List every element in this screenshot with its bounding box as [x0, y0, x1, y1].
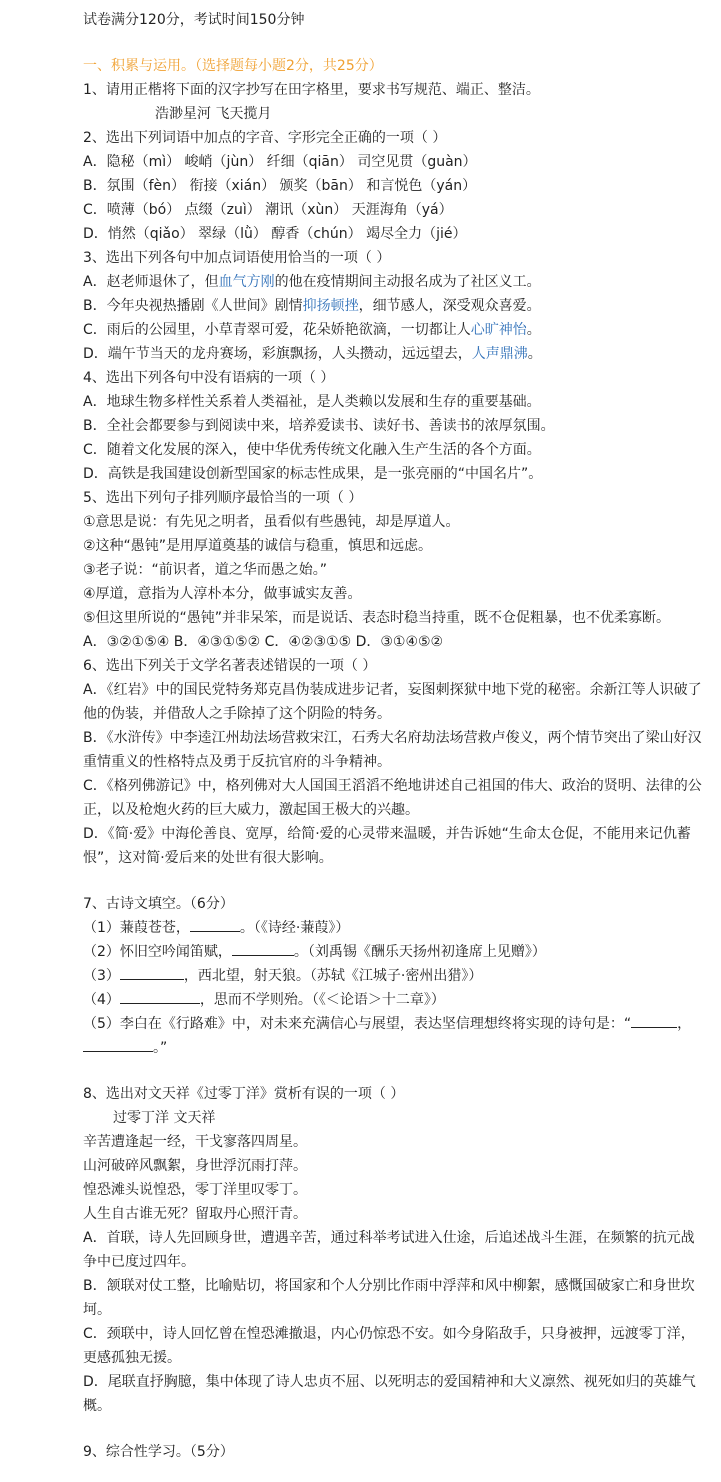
highlight-word: 血气方刚 — [218, 274, 275, 290]
q5-stem: 5、选出下列句子排列顺序最恰当的一项（ ） — [83, 490, 363, 506]
q2-stem: 2、选出下列词语中加点的字音、字形完全正确的一项（ ） — [83, 130, 447, 146]
q4-option-a: A．地球生物多样性关系着人类福祉，是人类赖以发展和生存的重要基础。 — [83, 394, 541, 410]
q7-line-4: （4） ，思而不学则殆。（《＜论语＞十二章》） — [83, 992, 445, 1008]
q6-option-a: A．《红岩》中的国民党特务郑克昌伪装成进步记者，妄图刺探狱中地下党的秘密。余新江等人识破了他的伪装，并借敌人之手除掉了这个阴险的特务。 — [83, 682, 702, 722]
exam-page — [83, 8, 703, 1464]
q7-line-5: （5）李白在《行路难》中，对未来充满信心与展望，表达坚信理想终将实现的诗句是：“ ，。” — [83, 1016, 692, 1056]
q7-line-3: （3） ，西北望，射天狼。（苏轼《江城子·密州出猎》） — [83, 968, 483, 984]
poem-line: 山河破碎风飘絮，身世浮沉雨打萍。 — [83, 1158, 307, 1174]
highlight-word: 心旷神怡 — [470, 322, 527, 338]
q2-option-d: D．悄然（qiǎo） 翠绿（lǜ） 醇香（chún） 竭尽全力（jié） — [83, 226, 467, 242]
q8-stem: 8、选出对文天祥《过零丁洋》赏析有误的一项（ ） — [83, 1086, 405, 1102]
q8-option-c: C．颈联中，诗人回忆曾在惶恐滩撤退，内心仍惊恐不安。如今身陷敌手，只身被押，远渡零丁洋，更感孤独无援。 — [83, 1326, 695, 1366]
q7-stem: 7、古诗文填空。（6分） — [83, 896, 234, 912]
poem-line: 辛苦遭逢起一经，干戈寥落四周星。 — [83, 1134, 307, 1150]
poem-line: 人生自古谁无死？留取丹心照汗青。 — [83, 1206, 307, 1222]
q5-sentence-3: ③老子说：“前识者，道之华而愚之始。” — [83, 562, 328, 578]
q8-option-a: A．首联，诗人先回顾身世，遭遇辛苦，通过科举考试进入仕途，后追述战斗生涯，在频繁的抗元战争中已度过四年。 — [83, 1230, 695, 1270]
q5-sentence-5: ⑤但这里所说的“愚钝”并非呆笨，而是说话、表态时稳当持重，既不仓促粗暴，也不优柔寡断。 — [83, 610, 671, 626]
highlight-word: 人声鼎沸 — [471, 346, 528, 362]
q5-sentence-4: ④厚道，意指为人淳朴本分，做事诚实友善。 — [83, 586, 362, 602]
q4-option-b: B．全社会都要参与到阅读中来，培养爱读书、读好书、善读书的浓厚氛围。 — [83, 418, 555, 434]
q6-option-c: C．《格列佛游记》中，格列佛对大人国国王滔滔不绝地讲述自己祖国的伟大、政治的贤明、法律的公正，以及枪炮火药的巨大威力，激起国王极大的兴趣。 — [83, 778, 702, 818]
q4-stem: 4、选出下列各句中没有语病的一项（ ） — [83, 370, 335, 386]
q4-option-d: D．高铁是我国建设创新型国家的标志性成果，是一张亮丽的“中国名片”。 — [83, 466, 543, 482]
section-title: 一、积累与运用。（选择题每小题2分，共25分） — [83, 58, 383, 74]
q3-option-a: A．赵老师退休了，但血气方刚的他在疫情期间主动报名成为了社区义工。 — [83, 274, 541, 290]
q3-option-b: B．今年央视热播剧《人世间》剧情抑扬顿挫，细节感人，深受观众喜爱。 — [83, 298, 541, 314]
q9-stem: 9、综合性学习。（5分） — [83, 1444, 234, 1460]
fill-blank[interactable] — [120, 1003, 200, 1004]
q8-option-d: D．尾联直抒胸臆，集中体现了诗人忠贞不屈、以死明志的爱国精神和大义凛然、视死如归的英雄气概。 — [83, 1374, 696, 1414]
q2-option-b: B．氛围（fèn） 衔接（xián） 颁奖（bān） 和言悦色（yán） — [83, 178, 477, 194]
q2-option-a: A．隐秘（mì） 峻峭（jùn） 纤细（qiān） 司空见贯（guàn） — [83, 154, 477, 170]
q1-words: 浩渺星河 飞天揽月 — [155, 106, 272, 122]
highlight-word: 抑扬顿挫 — [302, 298, 359, 314]
fill-blank[interactable] — [190, 931, 240, 932]
q1-stem: 1、请用正楷将下面的汉字抄写在田字格里，要求书写规范、端正、整洁。 — [83, 82, 540, 98]
q6-stem: 6、选出下列关于文学名著表述错误的一项（ ） — [83, 658, 377, 674]
q5-sentence-1: ①意思是说：有先见之明者，虽看似有些愚钝，却是厚道人。 — [83, 514, 460, 530]
q3-option-c: C．雨后的公园里，小草青翠可爱，花朵娇艳欲滴，一切都让人心旷神怡。 — [83, 322, 541, 338]
q3-option-d: D．端午节当天的龙舟赛场，彩旗飘扬，人头攒动，远远望去，人声鼎沸。 — [83, 346, 542, 362]
q6-option-d: D．《简·爱》中海伦善良、宽厚，给简·爱的心灵带来温暖，并告诉她“生命太仓促，不能用来记仇蓄恨”，这对简·爱后来的处世有很大影响。 — [83, 826, 691, 866]
q7-line-2: （2）怀旧空吟闻笛赋， 。（刘禹锡《酬乐天扬州初逢席上见赠》） — [83, 944, 546, 960]
poem-title: 过零丁洋 文天祥 — [113, 1110, 216, 1126]
exam-header: 试卷满分120分，考试时间150分钟 — [83, 12, 305, 28]
q7-line-1: （1）蒹葭苍苍， 。（《诗经·蒹葭》） — [83, 920, 350, 936]
fill-blank[interactable] — [631, 1027, 677, 1028]
q5-sentence-2: ②这种“愚钝”是用厚道奠基的诚信与稳重，慎思和远虑。 — [83, 538, 433, 554]
q4-option-c: C．随着文化发展的深入，使中华优秀传统文化融入生产生活的各个方面。 — [83, 442, 541, 458]
q5-options: A．③②①⑤④ B．④③①⑤② C．④②③①⑤ D．③①④⑤② — [83, 634, 444, 650]
q3-stem: 3、选出下列各句中加点词语使用恰当的一项（ ） — [83, 250, 391, 266]
q2-option-c: C．喷薄（bó） 点缀（zuì） 潮讯（xùn） 天涯海角（yá） — [83, 202, 453, 218]
fill-blank[interactable] — [232, 955, 294, 956]
q8-option-b: B．颔联对仗工整，比喻贴切，将国家和个人分别比作雨中浮萍和风中柳絮，感慨国破家亡和身世坎坷。 — [83, 1278, 695, 1318]
fill-blank[interactable] — [83, 1051, 153, 1052]
fill-blank[interactable] — [120, 979, 184, 980]
poem-line: 惶恐滩头说惶恐，零丁洋里叹零丁。 — [83, 1182, 307, 1198]
q6-option-b: B．《水浒传》中李逵江州劫法场营救宋江，石秀大名府劫法场营救卢俊义，两个情节突出了梁山好汉重情重义的性格特点及勇于反抗官府的斗争精神。 — [83, 730, 702, 770]
